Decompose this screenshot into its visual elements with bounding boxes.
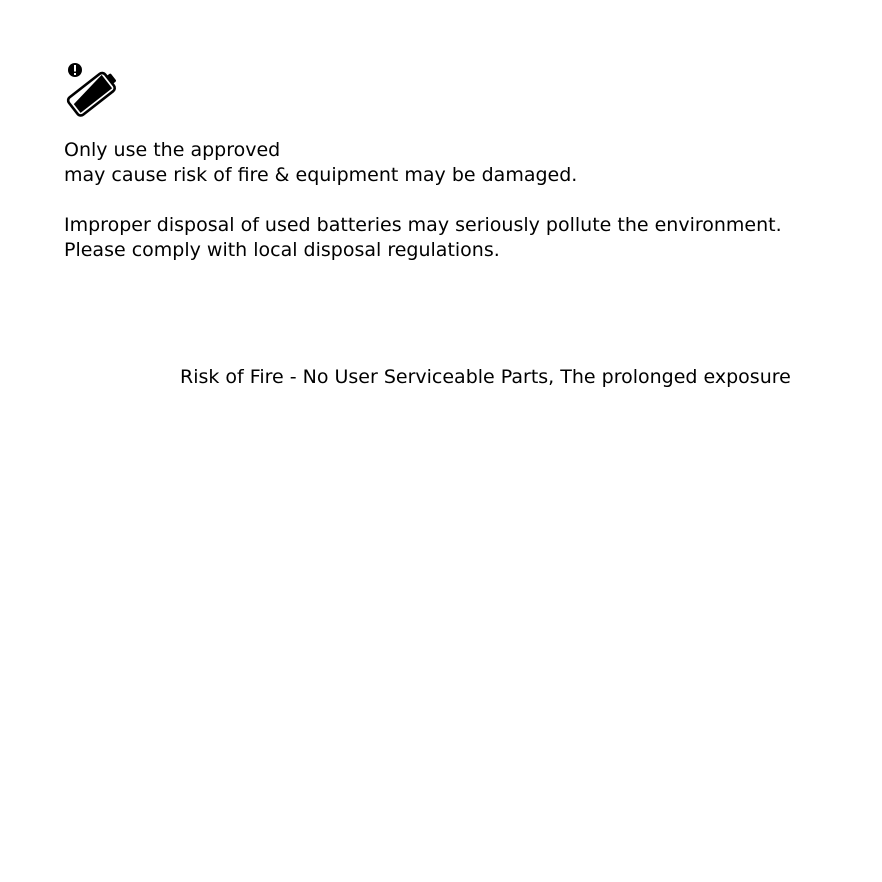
battery-warning-icon: [60, 60, 126, 122]
warning-text-line-1: Only use the approved: [64, 139, 281, 161]
warning-text-line-2: may cause risk of fire & equipment may be damaged.: [64, 164, 578, 186]
risk-notice-text: Risk of Fire - No User Serviceable Parts, The prolonged exposure: [180, 366, 791, 388]
disposal-text-line-1: Improper disposal of used batteries may seriously pollute the environment.: [64, 214, 782, 236]
disposal-text-line-2: Please comply with local disposal regulations.: [64, 239, 500, 261]
